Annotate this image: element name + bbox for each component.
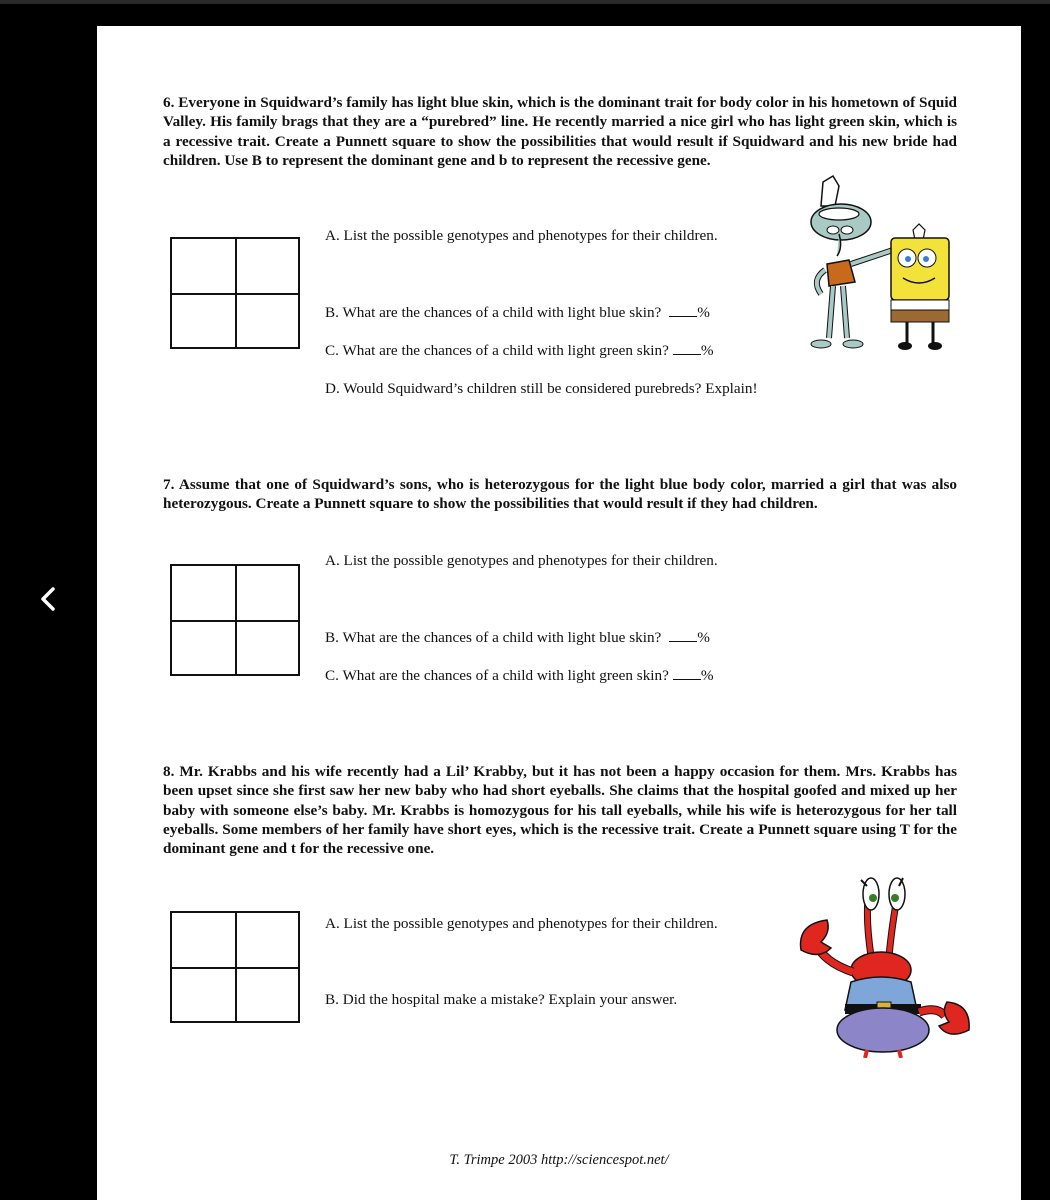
q8-part-b: B. Did the hospital make a mistake? Explain your answer. [325, 991, 678, 1008]
worksheet-page [97, 26, 1021, 1200]
answer-blank [669, 627, 697, 642]
question-7-text: 7. Assume that one of Squidward’s sons, who is heterozygous for the light blue body color, married a girl that was also heterozygous. Create a Punnett square to show the possibilities that would result if they had children. [163, 476, 957, 513]
squidward-spongebob-illustration [795, 174, 963, 356]
q7-part-c [325, 665, 714, 685]
chevron-left-icon[interactable] [36, 584, 60, 614]
q7-part-b [325, 627, 710, 647]
q6-part-c [325, 340, 714, 360]
q6-part-b-text: B. What are the chances of a child with light blue skin? [325, 304, 662, 321]
question-8-text: 8. Mr. Krabbs and his wife recently had a Lil’ Krabby, but it has not been a happy occasion for them. Mrs. Krabbs has been upset since she first saw her new baby who had short eyeballs. She claims that the hospital goofed and mixed up her baby with someone else’s baby. Mr. Krabbs is homozygous for his tall eyeballs, while his wife is heterozygous for her tall eyeballs. Some members of her family have short eyes, which is the recessive trait. Create a Punnett square using T for the dominant gene and t for the recessive one. [163, 763, 957, 858]
viewer-top-bar [0, 0, 1050, 4]
question-6-text: 6. Everyone in Squidward’s family has light blue skin, which is the dominant trait for body color in his hometown of Squid Valley. His family brags that they are a “purebred” line. He recently married a nice girl who has light green skin, which is a recessive trait. Create a Punnett square to show the possibilities that would result if Squidward and his new bride had children. Use B to represent the dominant gene and b to represent the recessive gene. [163, 94, 957, 169]
percent-sign: % [697, 304, 710, 321]
footer-credit: T. Trimpe 2003 http://sciencespot.net/ [449, 1152, 669, 1168]
punnett-square-6 [170, 237, 300, 349]
q6-part-a: A. List the possible genotypes and phenotypes for their children. [325, 227, 718, 244]
q7-part-a: A. List the possible genotypes and phenotypes for their children. [325, 552, 718, 569]
q8-part-a: A. List the possible genotypes and phenotypes for their children. [325, 915, 718, 932]
answer-blank [673, 665, 701, 680]
q7-part-b-text: B. What are the chances of a child with light blue skin? [325, 629, 662, 646]
answer-blank [673, 340, 701, 355]
answer-blank [669, 302, 697, 317]
q7-part-c-text: C. What are the chances of a child with light green skin? [325, 667, 669, 684]
q6-part-b [325, 302, 710, 322]
percent-sign: % [700, 667, 714, 684]
mr-krabs-illustration [797, 872, 973, 1058]
percent-sign: % [700, 342, 714, 359]
percent-sign: % [697, 629, 710, 646]
q6-part-d: D. Would Squidward’s children still be considered purebreds? Explain! [325, 380, 758, 397]
punnett-square-8 [170, 911, 300, 1023]
q6-part-c-text: C. What are the chances of a child with light green skin? [325, 342, 669, 359]
punnett-square-7 [170, 564, 300, 676]
